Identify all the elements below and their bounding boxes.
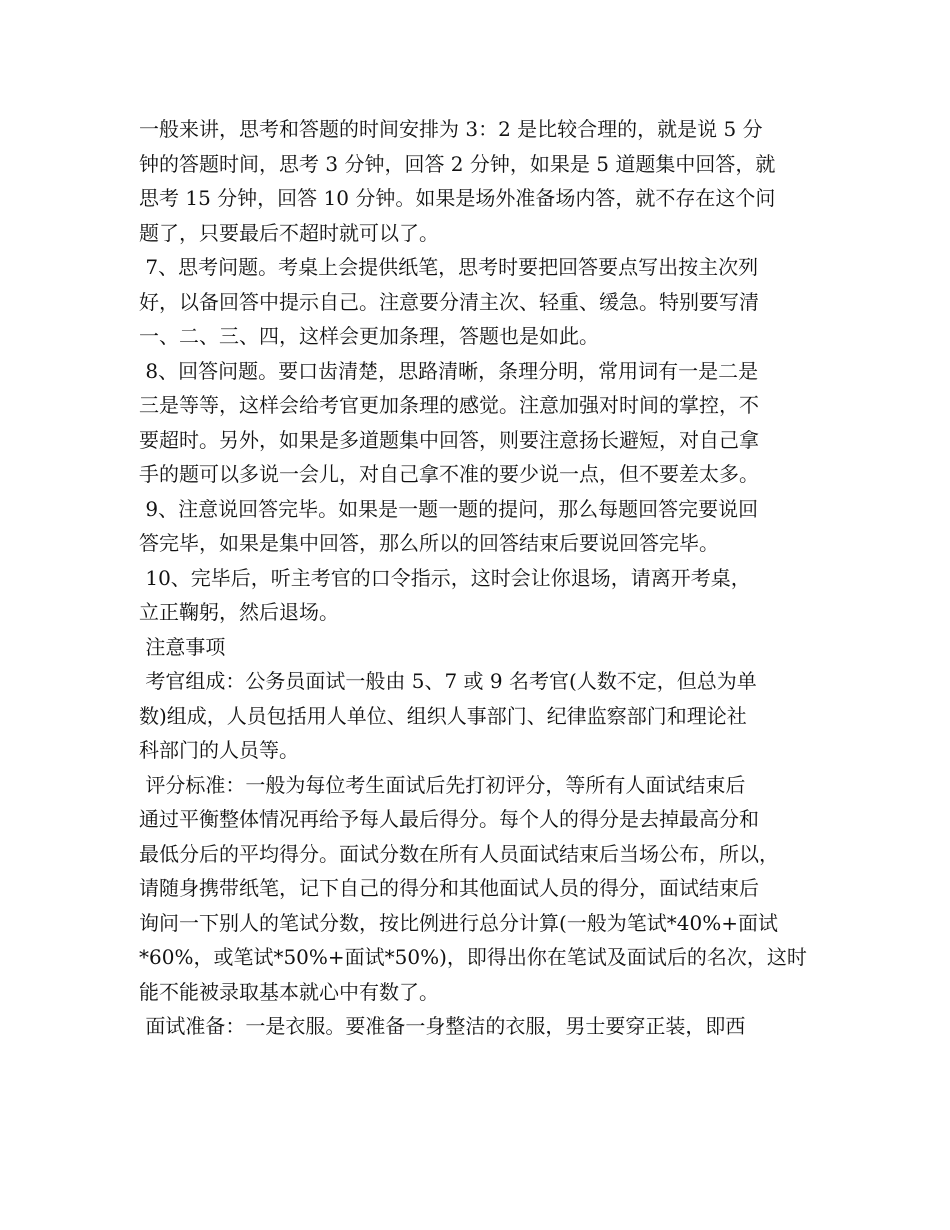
text-line: 通过平衡整体情况再给予每人最后得分。每个人的得分是去掉最高分和 — [139, 807, 759, 831]
text-line: 答完毕，如果是集中回答，那么所以的回答结束后要说回答完毕。 — [139, 531, 719, 555]
text-line: 10、完毕后，听主考官的口令指示，这时会让你退场，请离开考桌， — [139, 565, 751, 590]
section-heading: 注意事项 — [139, 634, 226, 659]
text-line: 三是等等，这样会给考官更加条理的感觉。注意加强对时间的掌控，不 — [139, 393, 759, 417]
text-line: *60%，或笔试*50%+面试*50%)，即得出你在笔试及面试后的名次，这时 — [139, 945, 807, 969]
text-line: 钟的答题时间，思考 3 分钟，回答 2 分钟，如果是 5 道题集中回答，就 — [139, 151, 776, 176]
text-line: 一、二、三、四，这样会更加条理，答题也是如此。 — [139, 324, 599, 348]
text-line: 手的题可以多说一会儿，对自己拿不准的要少说一点，但不要差太多。 — [139, 462, 759, 486]
text-line: 询问一下别人的笔试分数，按比例进行总分计算(一般为笔试*40%+面试 — [139, 910, 779, 935]
text-line: 8、回答问题。要口齿清楚，思路清晰，条理分明，常用词有一是二是 — [139, 358, 759, 383]
text-line: 一般来讲，思考和答题的时间安排为 3：2 是比较合理的，就是说 5 分 — [139, 117, 763, 141]
text-line: 要超时。另外，如果是多道题集中回答，则要注意扬长避短，对自己拿 — [139, 427, 759, 452]
text-line: 科部门的人员等。 — [139, 738, 299, 762]
text-line: 面试准备：一是衣服。要准备一身整洁的衣服，男士要穿正装，即西 — [139, 1014, 746, 1038]
text-line: 数)组成，人员包括用人单位、组织人事部门、纪律监察部门和理论社 — [139, 703, 747, 728]
text-line: 立正鞠躬，然后退场。 — [139, 600, 339, 624]
text-line: 7、思考问题。考桌上会提供纸笔，思考时要把回答要点写出按主次列 — [139, 255, 759, 279]
text-line: 思考 15 分钟，回答 10 分钟。如果是场外准备场内答，就不存在这个问 — [139, 186, 776, 210]
text-line: 题了，只要最后不超时就可以了。 — [139, 220, 439, 245]
text-line: 评分标准：一般为每位考生面试后先打初评分，等所有人面试结束后 — [139, 772, 746, 797]
text-line: 考官组成：公务员面试一般由 5、7 或 9 名考官(人数不定，但总为单 — [139, 669, 757, 693]
text-line: 最低分后的平均得分。面试分数在所有人员面试结束后当场公布，所以， — [139, 841, 779, 866]
text-line: 好，以备回答中提示自己。注意要分清主次、轻重、缓急。特别要写清 — [139, 289, 759, 314]
text-line: 9、注意说回答完毕。如果是一题一题的提问，那么每题回答完要说回 — [139, 496, 759, 521]
text-line: 请随身携带纸笔，记下自己的得分和其他面试人员的得分，面试结束后 — [139, 876, 759, 900]
document-body — [139, 112, 829, 1044]
text-line: 能不能被录取基本就心中有数了。 — [139, 979, 439, 1004]
